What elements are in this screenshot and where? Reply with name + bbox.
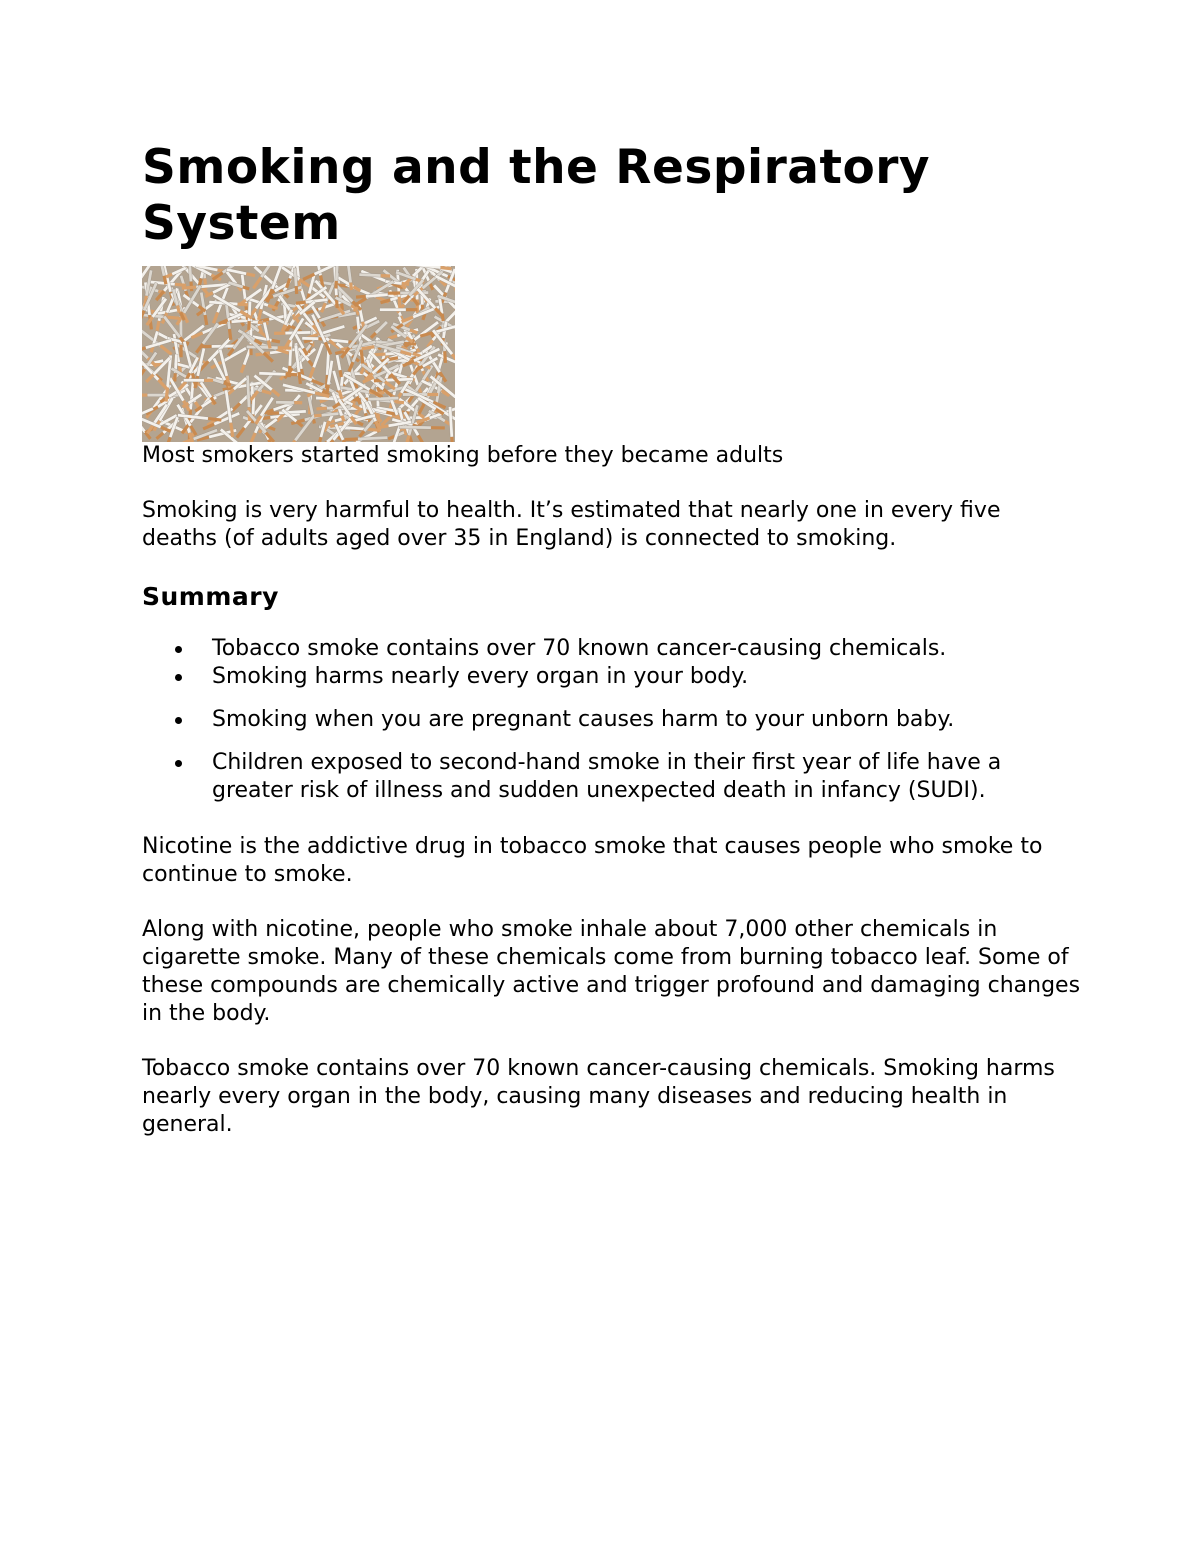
list-item bbox=[142, 663, 1082, 691]
body-paragraph: Along with nicotine, people who smoke inhale about 7,000 other chemicals in cigarette smoke. Many of these chemicals come from burning tobacco leaf. Some of these compounds are chemically active and trigger profound and damaging changes in the body. bbox=[142, 917, 1081, 1026]
summary-list bbox=[142, 635, 1082, 805]
bullet-icon bbox=[175, 674, 182, 681]
document-page bbox=[142, 140, 1082, 1139]
cigarettes-photo bbox=[142, 266, 455, 442]
bullet-icon bbox=[175, 760, 182, 767]
list-item bbox=[142, 706, 1082, 734]
list-item-text: Smoking harms nearly every organ in your body. bbox=[212, 664, 749, 689]
list-item bbox=[142, 635, 1082, 663]
list-item-text: Children exposed to second-hand smoke in their first year of life have a greater risk of illness and sudden unexpected death in infancy (SUDI). bbox=[212, 750, 1002, 803]
summary-heading: Summary bbox=[142, 582, 279, 611]
list-item-text: Smoking when you are pregnant causes harm to your unborn baby. bbox=[212, 707, 955, 732]
page-title: Smoking and the Respiratory System bbox=[142, 140, 931, 251]
bullet-icon bbox=[175, 646, 182, 653]
list-item-text: Tobacco smoke contains over 70 known cancer-causing chemicals. bbox=[212, 636, 947, 661]
bullet-icon bbox=[175, 717, 182, 724]
list-item bbox=[142, 749, 1082, 805]
body-paragraph: Nicotine is the addictive drug in tobacco smoke that causes people who smoke to continue to smoke. bbox=[142, 834, 1043, 887]
intro-paragraph: Smoking is very harmful to health. It’s estimated that nearly one in every five deaths (of adults aged over 35 in England) is connected to smoking. bbox=[142, 498, 1001, 551]
image-caption: Most smokers started smoking before they became adults bbox=[142, 443, 784, 468]
body-paragraph: Tobacco smoke contains over 70 known cancer-causing chemicals. Smoking harms nearly every organ in the body, causing many diseases and reducing health in general. bbox=[142, 1056, 1055, 1137]
